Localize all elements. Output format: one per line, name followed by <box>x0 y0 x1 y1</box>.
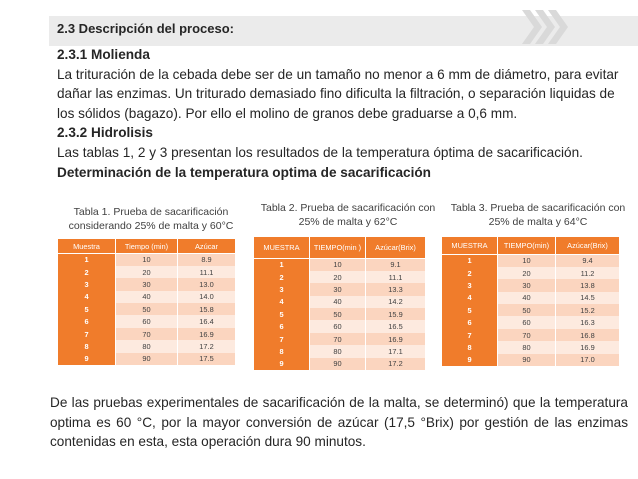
table-row <box>254 296 426 308</box>
sugar-cell: 11.1 <box>366 271 426 283</box>
sample-cell: 6 <box>442 316 498 328</box>
time-cell: 70 <box>498 329 556 341</box>
sugar-cell: 16.9 <box>556 341 620 353</box>
sugar-cell: 15.2 <box>556 304 620 316</box>
sample-cell: 9 <box>254 358 310 370</box>
table-row <box>442 255 620 267</box>
sample-cell: 5 <box>254 308 310 320</box>
table2-caption: Tabla 2. Prueba de sacarificación con 25% de malta y 62°C <box>260 202 436 228</box>
sugar-cell: 14.2 <box>366 296 426 308</box>
table2-header-azucar: Azúcar(Brix) <box>366 237 426 259</box>
table-row <box>58 278 236 290</box>
time-cell: 70 <box>116 328 178 340</box>
sample-cell: 8 <box>442 341 498 353</box>
sugar-cell: 11.1 <box>178 266 236 278</box>
sugar-cell: 15.8 <box>178 303 236 315</box>
sample-cell: 1 <box>442 255 498 267</box>
sample-cell: 6 <box>58 315 116 327</box>
table1-caption: Tabla 1. Prueba de sacarificación considerando 25% de malta y 60°C <box>68 206 234 232</box>
table-row <box>254 308 426 320</box>
table3-header-muestra: MUESTRA <box>442 237 498 255</box>
time-cell: 50 <box>116 303 178 315</box>
sample-cell: 8 <box>254 345 310 357</box>
heading-temperatura: Determinación de la temperatura optima de sacarificación <box>57 164 431 180</box>
sugar-cell: 16.9 <box>366 333 426 345</box>
sample-cell: 4 <box>254 296 310 308</box>
table-row <box>58 340 236 352</box>
sample-cell: 7 <box>254 333 310 345</box>
sugar-cell: 11.2 <box>556 267 620 279</box>
sugar-cell: 15.9 <box>366 308 426 320</box>
table-row <box>58 353 236 365</box>
table1-header-azucar: Azúcar <box>178 239 236 254</box>
time-cell: 60 <box>116 315 178 327</box>
time-cell: 30 <box>116 278 178 290</box>
table3 <box>441 236 620 366</box>
table-row <box>254 358 426 370</box>
sugar-cell: 13.8 <box>556 279 620 291</box>
sugar-cell: 13.3 <box>366 283 426 295</box>
sugar-cell: 14.5 <box>556 292 620 304</box>
table-row <box>254 333 426 345</box>
table-row <box>442 279 620 291</box>
sample-cell: 4 <box>442 292 498 304</box>
sample-cell: 8 <box>58 340 116 352</box>
sample-cell: 2 <box>442 267 498 279</box>
sample-cell: 9 <box>442 354 498 366</box>
sample-cell: 2 <box>58 266 116 278</box>
table2-header-muestra: MUESTRA <box>254 237 310 259</box>
time-cell: 60 <box>498 316 556 328</box>
time-cell: 30 <box>310 283 366 295</box>
sugar-cell: 9.4 <box>556 255 620 267</box>
sample-cell: 3 <box>254 283 310 295</box>
heading-molienda: 2.3.1 Molienda <box>57 47 150 62</box>
chevrons-right-icon <box>520 8 570 46</box>
sample-cell: 3 <box>442 279 498 291</box>
table1-header-tiempo: Tiempo (min) <box>116 239 178 254</box>
table-row <box>58 254 236 266</box>
sugar-cell: 14.0 <box>178 291 236 303</box>
table3-header-azucar: Azúcar(Brix) <box>556 237 620 255</box>
table-row <box>254 259 426 271</box>
table2-header-tiempo: TIEMPO(min ) <box>310 237 366 259</box>
sugar-cell: 16.4 <box>178 315 236 327</box>
time-cell: 50 <box>310 308 366 320</box>
sugar-cell: 17.1 <box>366 345 426 357</box>
time-cell: 30 <box>498 279 556 291</box>
table-row <box>254 271 426 283</box>
sample-cell: 5 <box>58 303 116 315</box>
time-cell: 80 <box>116 340 178 352</box>
sugar-cell: 16.3 <box>556 316 620 328</box>
sample-cell: 9 <box>58 353 116 365</box>
sample-cell: 1 <box>254 259 310 271</box>
sugar-cell: 16.5 <box>366 320 426 332</box>
table-row <box>442 354 620 366</box>
body-text <box>57 45 627 182</box>
sample-cell: 7 <box>58 328 116 340</box>
table-row <box>58 328 236 340</box>
table-row <box>442 292 620 304</box>
sample-cell: 1 <box>58 254 116 266</box>
time-cell: 20 <box>310 271 366 283</box>
time-cell: 10 <box>116 254 178 266</box>
table-row <box>442 316 620 328</box>
sugar-cell: 13.0 <box>178 278 236 290</box>
sample-cell: 6 <box>254 320 310 332</box>
time-cell: 80 <box>310 345 366 357</box>
table3-caption: Tabla 3. Prueba de sacarificación con 25% de malta y 64°C <box>450 202 626 228</box>
time-cell: 90 <box>498 354 556 366</box>
sugar-cell: 17.0 <box>556 354 620 366</box>
time-cell: 60 <box>310 320 366 332</box>
conclusion-paragraph: De las pruebas experimentales de sacarificación de la malta, se determinó) que la temperatura optima es 60 °C, por la mayor conversión de azúcar (17,5 °Brix) por gestión de las enzimas contenidas en esta, esta operación dura 90 minutos. <box>50 395 628 450</box>
table2 <box>253 236 426 370</box>
sample-cell: 5 <box>442 304 498 316</box>
time-cell: 20 <box>498 267 556 279</box>
table-row <box>442 267 620 279</box>
table-row <box>442 304 620 316</box>
time-cell: 80 <box>498 341 556 353</box>
sample-cell: 4 <box>58 291 116 303</box>
time-cell: 20 <box>116 266 178 278</box>
table-row <box>58 303 236 315</box>
section-title: 2.3 Descripción del proceso: <box>57 21 235 36</box>
table1 <box>57 238 236 365</box>
table-row <box>58 315 236 327</box>
time-cell: 40 <box>116 291 178 303</box>
table-row <box>58 266 236 278</box>
sugar-cell: 9.1 <box>366 259 426 271</box>
sugar-cell: 17.2 <box>178 340 236 352</box>
time-cell: 10 <box>310 259 366 271</box>
heading-hidrolisis: 2.3.2 Hidrolisis <box>57 125 153 141</box>
table-row <box>58 291 236 303</box>
paragraph-hidrolisis: Las tablas 1, 2 y 3 presentan los resultados de la temperatura óptima de sacarificación. <box>57 144 583 160</box>
time-cell: 50 <box>498 304 556 316</box>
time-cell: 70 <box>310 333 366 345</box>
table1-header-muestra: Muestra <box>58 239 116 254</box>
sugar-cell: 8.9 <box>178 254 236 266</box>
table3-header-tiempo: TIEMPO(min) <box>498 237 556 255</box>
table-row <box>254 345 426 357</box>
time-cell: 90 <box>310 358 366 370</box>
time-cell: 40 <box>310 296 366 308</box>
sample-cell: 2 <box>254 271 310 283</box>
time-cell: 90 <box>116 353 178 365</box>
sugar-cell: 17.2 <box>366 358 426 370</box>
sugar-cell: 16.8 <box>556 329 620 341</box>
sample-cell: 7 <box>442 329 498 341</box>
sugar-cell: 16.9 <box>178 328 236 340</box>
time-cell: 40 <box>498 292 556 304</box>
table-row <box>442 329 620 341</box>
table-row <box>254 283 426 295</box>
table-row <box>254 320 426 332</box>
table-row <box>442 341 620 353</box>
sample-cell: 3 <box>58 278 116 290</box>
sugar-cell: 17.5 <box>178 353 236 365</box>
time-cell: 10 <box>498 255 556 267</box>
paragraph-molienda: La trituración de la cebada debe ser de un tamaño no menor a 6 mm de diámetro, para evitar dañar las enzimas. Un triturado demasiado fino dificulta la filtración, o separación liquidas de los sólidos (bagazo). Por ello el molino de granos debe graduarse a 0,6 mm. <box>57 66 619 121</box>
